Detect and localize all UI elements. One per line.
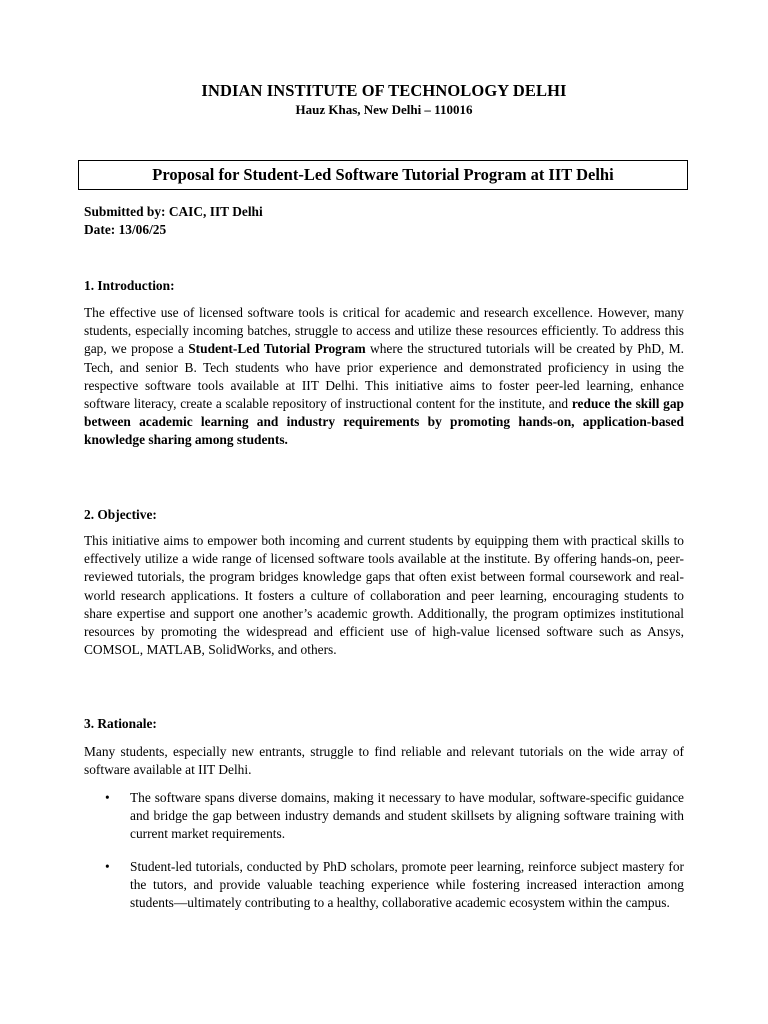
bullet-text: Student-led tutorials, conducted by PhD scholars, promote peer learning, reinforce subject mastery for the tutors, and provide valuable teaching experience while fostering increased interaction among students—ultimately contributing to a healthy, collaborative academic ecosystem within the campus. <box>130 859 684 911</box>
introduction-bold-2: reduce the skill gap between academic learning and industry requirements by promoting hands-on, application-based knowledge sharing among students. <box>84 396 684 448</box>
introduction-heading: 1. Introduction: <box>84 278 175 293</box>
objective-heading: 2. Objective: <box>84 507 157 522</box>
rationale-paragraph: Many students, especially new entrants, struggle to find reliable and relevant tutorials on the wide array of software available at IIT Delhi. <box>84 744 684 778</box>
objective-paragraph: This initiative aims to empower both incoming and current students by equipping them with practical skills to effectively utilize a wide range of licensed software tools available at the institute. By offering hands-on, peer-reviewed tutorials, the program bridges knowledge gaps that often exist between formal coursework and real-world research applications. It fosters a culture of collaboration and peer learning, encouraging students to share expertise and support one another’s academic growth. Additionally, the program optimizes institutional resources by promoting the widespread and efficient use of high-value licensed software such as Ansys, COMSOL, MATLAB, SolidWorks, and others. <box>84 533 684 658</box>
bullet-icon: • <box>105 790 110 805</box>
bullet-text: The software spans diverse domains, making it necessary to have modular, software-specific guidance and bridge the gap between industry demands and student skillsets by aligning software training with current market requirements. <box>130 790 684 842</box>
rationale-heading: 3. Rationale: <box>84 716 157 731</box>
institute-address: Hauz Khas, New Delhi – 110016 <box>295 102 473 117</box>
institute-name: INDIAN INSTITUTE OF TECHNOLOGY DELHI <box>201 81 567 100</box>
proposal-title: Proposal for Student-Led Software Tutorial Program at IIT Delhi <box>152 165 614 184</box>
submitted-by: Submitted by: CAIC, IIT Delhi <box>84 204 263 219</box>
introduction-text-1: The effective use of licensed software tools is critical for academic and research excellence. However, many students, especially incoming batches, struggle to access and utilize these resources efficiently. To address this gap, we propose a <box>84 305 684 357</box>
bullet-icon: • <box>105 859 110 874</box>
submission-date: Date: 13/06/25 <box>84 222 167 237</box>
introduction-text-2: where the structured tutorials will be created by PhD, M. Tech, and senior B. Tech students who have prior experience and demonstrated proficiency in using the respective software tools available at IIT Delhi. This initiative aims to foster peer-led learning, enhance software literacy, create a scalable repository of instructional content for the institute, and <box>84 341 685 412</box>
introduction-bold-1: Student-Led Tutorial Program <box>188 341 366 357</box>
proposal-title-box <box>78 160 688 190</box>
introduction-paragraph <box>84 304 684 450</box>
